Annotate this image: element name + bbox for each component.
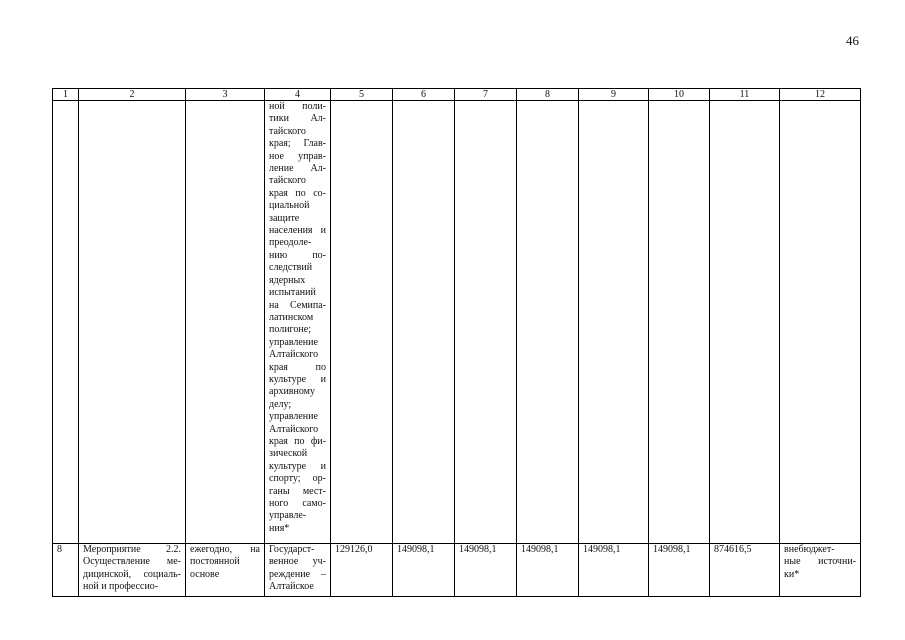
- text-line: Алтайского: [269, 423, 319, 435]
- text-line: тайского: [269, 125, 306, 137]
- header-cell-1: 1: [53, 89, 79, 101]
- text-line: делу;: [269, 398, 292, 410]
- text-line: ные источни-: [784, 556, 856, 568]
- text-line: края по: [269, 361, 326, 373]
- text-line: ной поли-: [269, 101, 326, 112]
- text-line: Алтайское: [269, 581, 314, 593]
- term-cell: [186, 544, 265, 597]
- text-line: культуре и: [269, 373, 326, 385]
- header-cell-12: 12: [780, 89, 861, 101]
- text-line: культуре и: [269, 460, 326, 472]
- text-line: постоянной: [190, 556, 240, 568]
- header-cell-7: 7: [455, 89, 517, 101]
- text-line: нию по-: [269, 249, 326, 261]
- program-table: [52, 88, 861, 597]
- text-line: ежегодно, на: [190, 544, 260, 555]
- text-line: ной и профессио-: [83, 581, 159, 593]
- text-line: Государст-: [269, 544, 315, 555]
- text-line: архивному: [269, 386, 316, 398]
- amount-cell-9: 149098,1: [579, 544, 649, 597]
- text-line: дицинской, социаль-: [83, 568, 181, 580]
- table-row-continuation: [53, 101, 861, 544]
- funding-source-cell: [780, 544, 861, 597]
- text-line: ния*: [269, 522, 290, 534]
- amount-cell-8: 149098,1: [517, 544, 579, 597]
- header-cell-9: 9: [579, 89, 649, 101]
- text-line: Мероприятие 2.2.: [83, 544, 181, 555]
- text-line: основе: [190, 568, 220, 580]
- text-line: на Семипа-: [269, 299, 326, 311]
- text-line: ганы мест-: [269, 485, 326, 497]
- amount-cell-total: 874616,5: [710, 544, 780, 597]
- text-line: ление Ал-: [269, 163, 326, 175]
- text-line: населения и: [269, 225, 326, 237]
- executor-cell: [265, 544, 331, 597]
- text-line: Осуществление ме-: [83, 556, 181, 568]
- header-cell-10: 10: [649, 89, 710, 101]
- text-line: ки*: [784, 568, 800, 580]
- text-line: края; Глав-: [269, 138, 326, 150]
- amount-cell-10: 149098,1: [649, 544, 710, 597]
- text-line: спорту; ор-: [269, 473, 326, 485]
- measure-cell: [79, 544, 186, 597]
- text-line: латинском: [269, 311, 314, 323]
- text-line: управле-: [269, 510, 307, 522]
- text-line: края по фи-: [269, 435, 326, 447]
- header-row: [53, 89, 861, 101]
- header-cell-3: 3: [186, 89, 265, 101]
- text-line: следствий: [269, 262, 313, 274]
- header-cell-4: 4: [265, 89, 331, 101]
- text-line: венное уч-: [269, 556, 326, 568]
- text-line: преодоле-: [269, 237, 312, 249]
- header-cell-8: 8: [517, 89, 579, 101]
- header-cell-2: 2: [79, 89, 186, 101]
- text-line: тики Ал-: [269, 113, 326, 125]
- text-line: управление: [269, 411, 318, 423]
- amount-cell-5: 129126,0: [331, 544, 393, 597]
- text-line: края по со-: [269, 187, 326, 199]
- table-row: [53, 544, 861, 597]
- text-line: испытаний: [269, 287, 316, 299]
- text-line: зической: [269, 448, 308, 460]
- executors-cell: [265, 101, 331, 544]
- text-line: тайского: [269, 175, 306, 187]
- amount-cell-7: 149098,1: [455, 544, 517, 597]
- row-number: 8: [53, 544, 79, 597]
- text-line: управление: [269, 336, 318, 348]
- text-line: реждение –: [269, 568, 326, 580]
- text-line: ядерных: [269, 274, 306, 286]
- text-line: полигоне;: [269, 324, 311, 336]
- text-line: ное управ-: [269, 150, 326, 162]
- text-line: внебюджет-: [784, 544, 835, 555]
- text-line: Алтайского: [269, 349, 319, 361]
- text-line: ного само-: [269, 498, 326, 509]
- header-cell-11: 11: [710, 89, 780, 101]
- header-cell-6: 6: [393, 89, 455, 101]
- text-line: защите: [269, 212, 300, 224]
- header-cell-5: 5: [331, 89, 393, 101]
- amount-cell-6: 149098,1: [393, 544, 455, 597]
- page-number: 46: [846, 33, 859, 48]
- text-line: циальной: [269, 200, 310, 212]
